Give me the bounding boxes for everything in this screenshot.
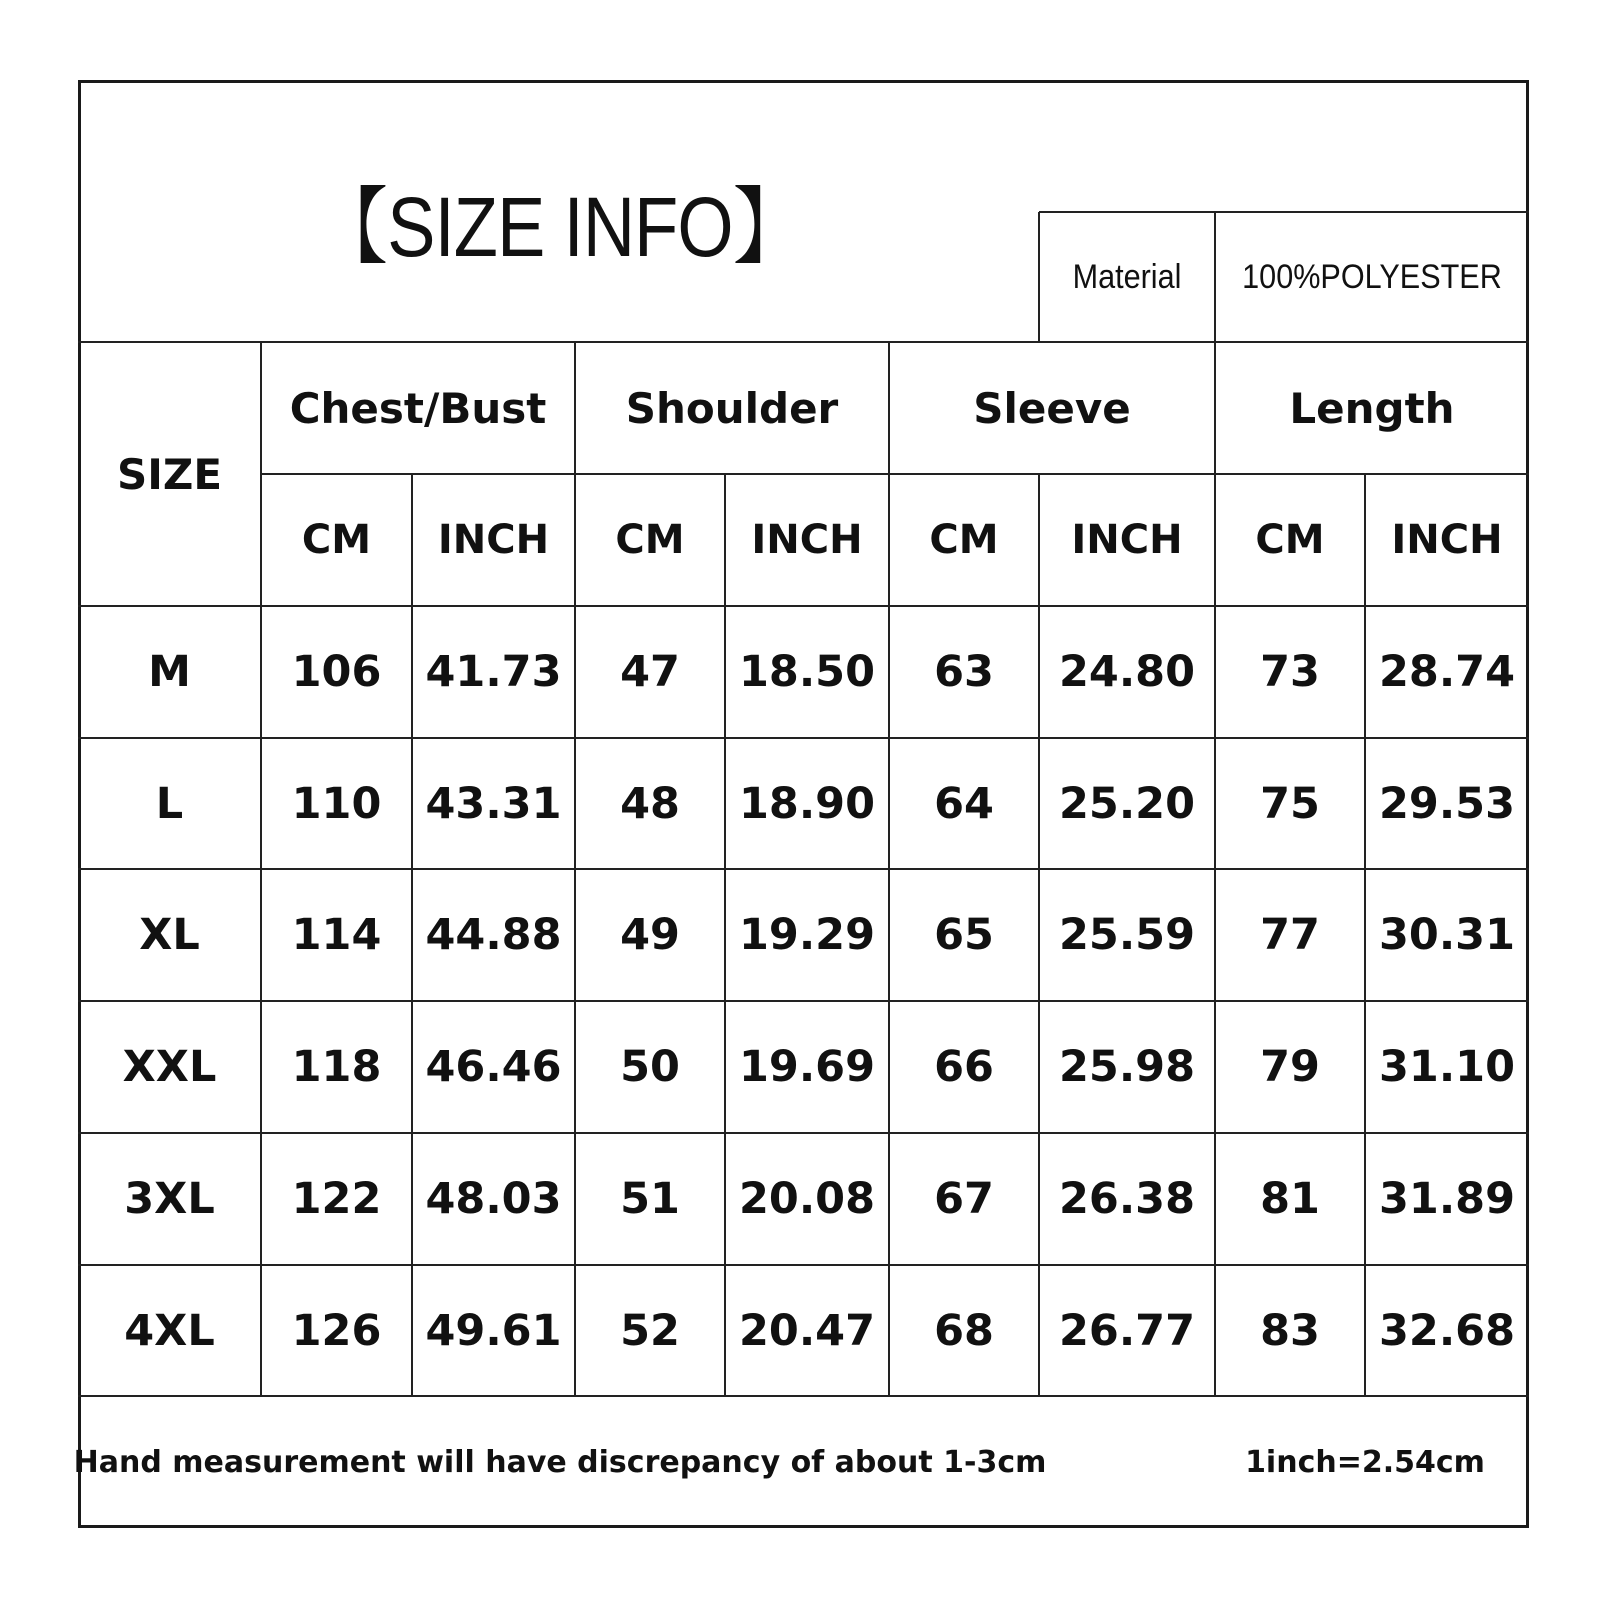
unit-header: CM: [301, 517, 372, 563]
table-cell: 26.77: [1058, 1305, 1195, 1356]
table-cell: 48.03: [425, 1174, 562, 1224]
measurement-group-header: Sleeve: [973, 383, 1131, 433]
table-cell: 30.31: [1378, 910, 1515, 960]
table-cell: 79: [1260, 1042, 1320, 1092]
table-cell: 28.74: [1378, 647, 1515, 697]
unit-header: INCH: [437, 517, 550, 563]
unit-header: CM: [1255, 517, 1325, 563]
measurement-group-header: Shoulder: [625, 383, 839, 433]
measurement-group-header: Chest/Bust: [289, 383, 547, 433]
table-cell: 66: [934, 1042, 994, 1092]
table-cell: 106: [291, 647, 382, 697]
table-cell: 114: [291, 910, 382, 960]
table-cell: 46.46: [425, 1042, 562, 1092]
table-cell: 19.69: [738, 1042, 875, 1092]
table-cell: 110: [291, 778, 382, 829]
table-cell: 81: [1260, 1174, 1320, 1224]
table-cell: 31.89: [1378, 1174, 1515, 1224]
table-cell: 68: [934, 1305, 994, 1356]
table-cell: 126: [291, 1305, 382, 1356]
table-cell: 50: [620, 1042, 680, 1092]
table-cell: 25.59: [1058, 910, 1195, 960]
table-cell: 32.68: [1378, 1305, 1515, 1356]
material-value: 100%POLYESTER: [1242, 257, 1502, 296]
unit-header: INCH: [751, 517, 863, 563]
table-cell: 49: [620, 910, 680, 960]
table-cell: 118: [291, 1042, 382, 1092]
unit-header: INCH: [1391, 517, 1503, 563]
table-cell: 43.31: [425, 778, 562, 829]
unit-header: CM: [929, 517, 999, 563]
table-cell: 41.73: [425, 647, 562, 697]
table-cell: 122: [291, 1174, 382, 1224]
unit-header: INCH: [1071, 517, 1183, 563]
grid-line: [1214, 212, 1216, 342]
table-cell: 47: [620, 647, 680, 697]
chart-title: 【SIZE INFO】: [315, 179, 805, 274]
measurement-group-header: Length: [1289, 383, 1455, 433]
size-label: 4XL: [124, 1305, 215, 1356]
table-cell: 19.29: [738, 910, 875, 960]
size-label: XL: [139, 910, 200, 960]
grid-line: [1038, 212, 1040, 342]
table-cell: 44.88: [425, 910, 562, 960]
table-cell: 29.53: [1378, 778, 1515, 829]
size-label: 3XL: [124, 1174, 215, 1224]
unit-header: CM: [615, 517, 685, 563]
size-label: XXL: [122, 1042, 217, 1092]
table-cell: 51: [620, 1174, 680, 1224]
material-label: Material: [1072, 257, 1182, 296]
table-cell: 18.50: [738, 647, 875, 697]
table-cell: 18.90: [738, 778, 875, 829]
measurement-note: Hand measurement will have discrepancy of about 1-3cm: [73, 1444, 1047, 1480]
table-cell: 26.38: [1058, 1174, 1195, 1224]
table-cell: 52: [620, 1305, 680, 1356]
table-cell: 75: [1260, 778, 1320, 829]
table-cell: 67: [934, 1174, 994, 1224]
table-cell: 63: [934, 647, 994, 697]
unit-conversion: 1inch=2.54cm: [1245, 1444, 1485, 1480]
table-cell: 25.98: [1058, 1042, 1195, 1092]
size-label: M: [148, 647, 191, 697]
table-cell: 48: [620, 778, 680, 829]
table-cell: 25.20: [1058, 778, 1195, 829]
table-cell: 49.61: [425, 1305, 562, 1356]
table-cell: 83: [1260, 1305, 1320, 1356]
table-cell: 20.08: [738, 1174, 875, 1224]
table-cell: 77: [1260, 910, 1320, 960]
table-cell: 20.47: [738, 1305, 875, 1356]
size-label: L: [155, 778, 184, 829]
table-cell: 73: [1260, 647, 1320, 697]
table-cell: 24.80: [1058, 647, 1195, 697]
size-column-header: SIZE: [116, 449, 223, 499]
table-cell: 31.10: [1378, 1042, 1515, 1092]
table-cell: 65: [934, 910, 994, 960]
table-cell: 64: [934, 778, 994, 829]
